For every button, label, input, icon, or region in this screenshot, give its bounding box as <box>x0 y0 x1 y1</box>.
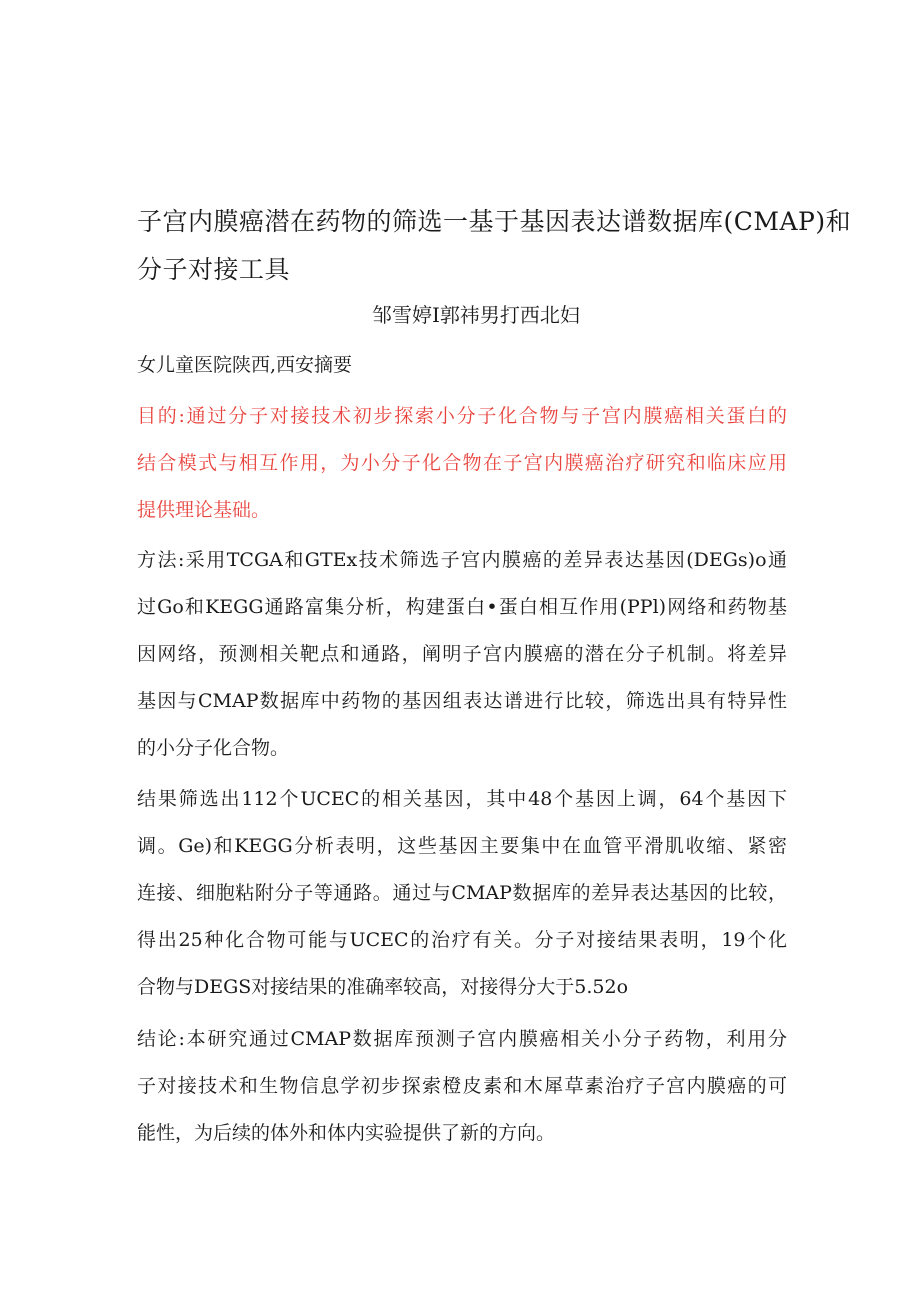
method-line: 过Go和KEGG通路富集分析，构建蛋白•蛋白相互作用(PPl)网络和药物基 <box>137 596 787 618</box>
objective-line: 结合模式与相互作用，为小分子化合物在子宫内膜癌治疗研究和临床应用 <box>137 452 787 474</box>
method-line: 因网络，预测相关靶点和通路，阐明子宫内膜癌的潜在分子机制。将差异 <box>137 643 787 665</box>
method-paragraph <box>137 537 787 772</box>
result-line: 得出25种化合物可能与UCEC的治疗有关。分子对接结果表明，19个化 <box>137 929 787 951</box>
objective-paragraph <box>137 393 787 534</box>
conclusion-line: 能性，为后续的体外和体内实验提供了新的方向。 <box>137 1122 556 1144</box>
objective-line: 提供理论基础。 <box>137 499 271 521</box>
method-line: 方法:采用TCGA和GTEx技术筛选子宫内膜癌的差异表达基因(DEGs)o通 <box>137 549 787 571</box>
result-line: 连接、细胞粘附分子等通路。通过与CMAP数据库的差异表达基因的比较， <box>137 882 787 904</box>
result-line: 合物与DEGS对接结果的准确率较高，对接得分大于5.52o <box>137 976 629 998</box>
affiliation: 女儿童医院陕西,西安摘要 <box>137 354 353 376</box>
author-list: 邹雪婷I郭祎男打西北妇 <box>372 303 580 327</box>
conclusion-line: 子对接技术和生物信息学初步探索橙皮素和木犀草素治疗子宫内膜癌的可 <box>137 1075 787 1097</box>
result-line: 结果筛选出112个UCEC的相关基因，其中48个基因上调，64个基因下 <box>137 788 787 810</box>
title-line-2: 分子对接工具 <box>137 255 291 284</box>
conclusion-paragraph <box>137 1016 787 1157</box>
paper-title <box>137 198 852 294</box>
method-line: 基因与CMAP数据库中药物的基因组表达谱进行比较，筛选出具有特异性 <box>137 690 787 712</box>
objective-line: 目的:通过分子对接技术初步探索小分子化合物与子宫内膜癌相关蛋白的 <box>137 405 787 427</box>
result-line: 调。Ge)和KEGG分析表明，这些基因主要集中在血管平滑肌收缩、紧密 <box>137 835 787 857</box>
method-line: 的小分子化合物。 <box>137 737 290 759</box>
conclusion-line: 结论:本研究通过CMAP数据库预测子宫内膜癌相关小分子药物，利用分 <box>137 1028 787 1050</box>
title-line-1: 子宫内膜癌潜在药物的筛选一基于基因表达谱数据库(CMAP)和 <box>137 207 852 236</box>
result-paragraph <box>137 776 787 1011</box>
